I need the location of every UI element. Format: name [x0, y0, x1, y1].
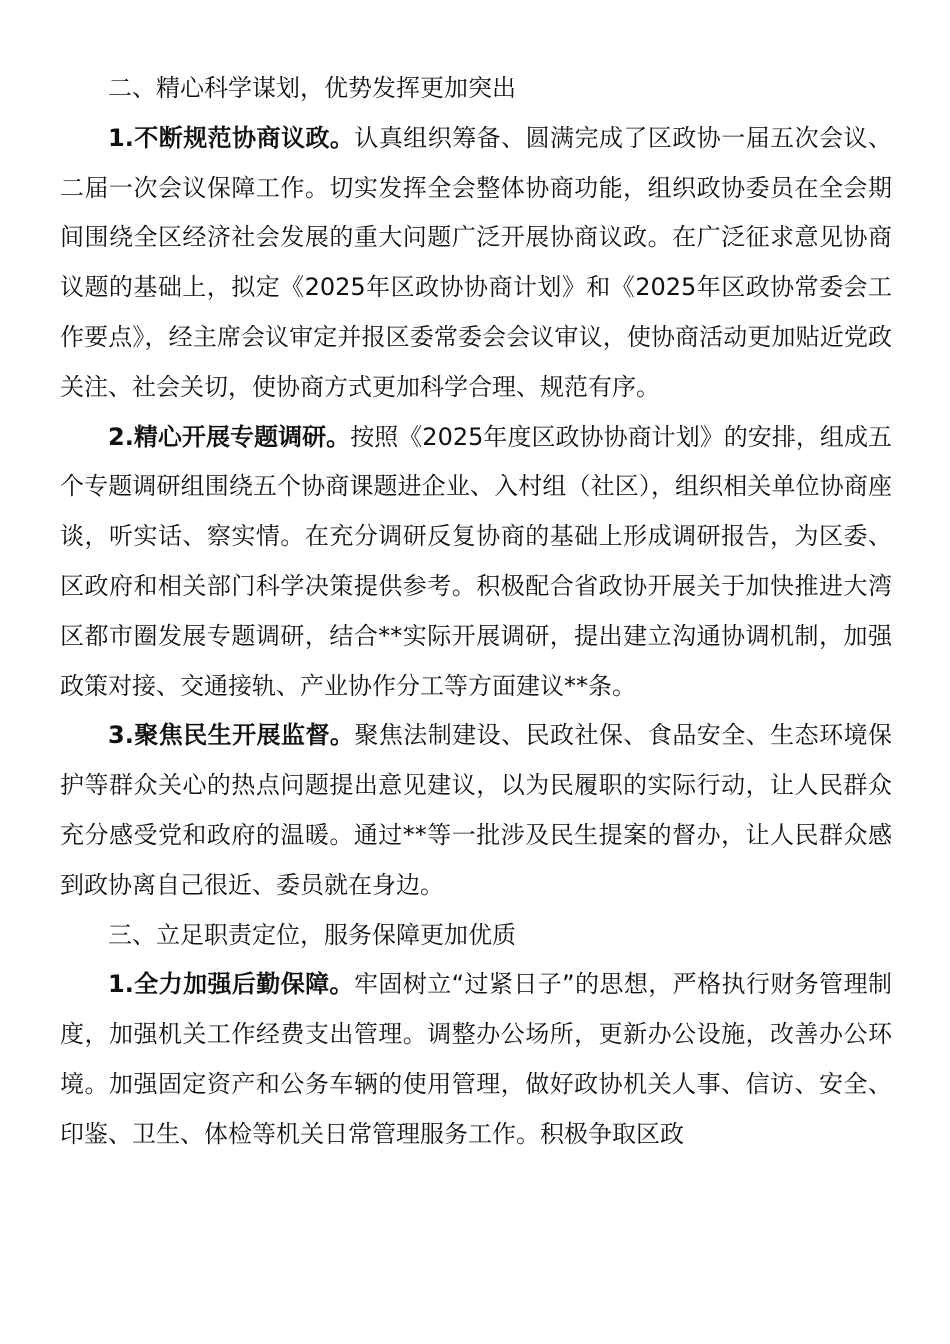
paragraph-lead: 1.不断规范协商议政。 [108, 123, 355, 152]
paragraph-text: 认真组织筹备、圆满完成了区政协一届五次会议、二届一次会议保障工作。切实发挥全会整体协商功能，组织政协委员在全会期间围绕全区经济社会发展的重大问题广泛开展协商议政。在广泛征求意见协商议题的基础上，拟定《2025年区政协协商计划》和《2025年区政协常委会工作要点》，经主席会议审定并报区委常委会会议审议，使协商活动更加贴近党政关注、社会关切，使协商方式更加科学合理、规范有序。 [60, 123, 892, 401]
paragraph-text: 牢固树立“过紧日子”的思想，严格执行财务管理制度，加强机关工作经费支出管理。调整办公场所，更新办公设施，改善办公环境。加强固定资产和公务车辆的使用管理，做好政协机关人事、信访、安全、印鉴、卫生、体检等机关日常管理服务工作。积极争取区政 [60, 970, 892, 1148]
paragraph-text: 聚焦法制建设、民政社保、食品安全、生态环境保护等群众关心的热点问题提出意见建议，以为民履职的实际行动，让人民群众充分感受党和政府的温暖。通过**等一批涉及民生提案的督办，让人民群众感到政协离自己很近、委员就在身边。 [60, 721, 892, 899]
paragraph-lead: 3.聚焦民生开展监督。 [108, 721, 355, 750]
paragraph-2-3 [60, 711, 892, 910]
section-heading-3: 三、立足职责定位，服务保障更加优质 [108, 920, 516, 949]
paragraph-text: 按照《2025年度区政协协商计划》的安排，组成五个专题调研组围绕五个协商课题进企业、入村组（社区），组织相关单位协商座谈，听实话、察实情。在充分调研反复协商的基础上形成调研报告，为区委、区政府和相关部门科学决策提供参考。积极配合省政协开展关于加快推进大湾区都市圈发展专题调研，结合**实际开展调研，提出建立沟通协调机制，加强政策对接、交通接轨、产业协作分工等方面建议**条。 [60, 422, 892, 700]
document-page [60, 64, 892, 1160]
paragraph-2-2 [60, 413, 892, 712]
paragraph-3-1 [60, 960, 892, 1159]
paragraph-lead: 2.精心开展专题调研。 [108, 422, 351, 451]
section-heading-2: 二、精心科学谋划，优势发挥更加突出 [108, 74, 516, 102]
paragraph-lead: 1.全力加强后勤保障。 [108, 970, 354, 999]
paragraph-2-1 [60, 114, 892, 413]
